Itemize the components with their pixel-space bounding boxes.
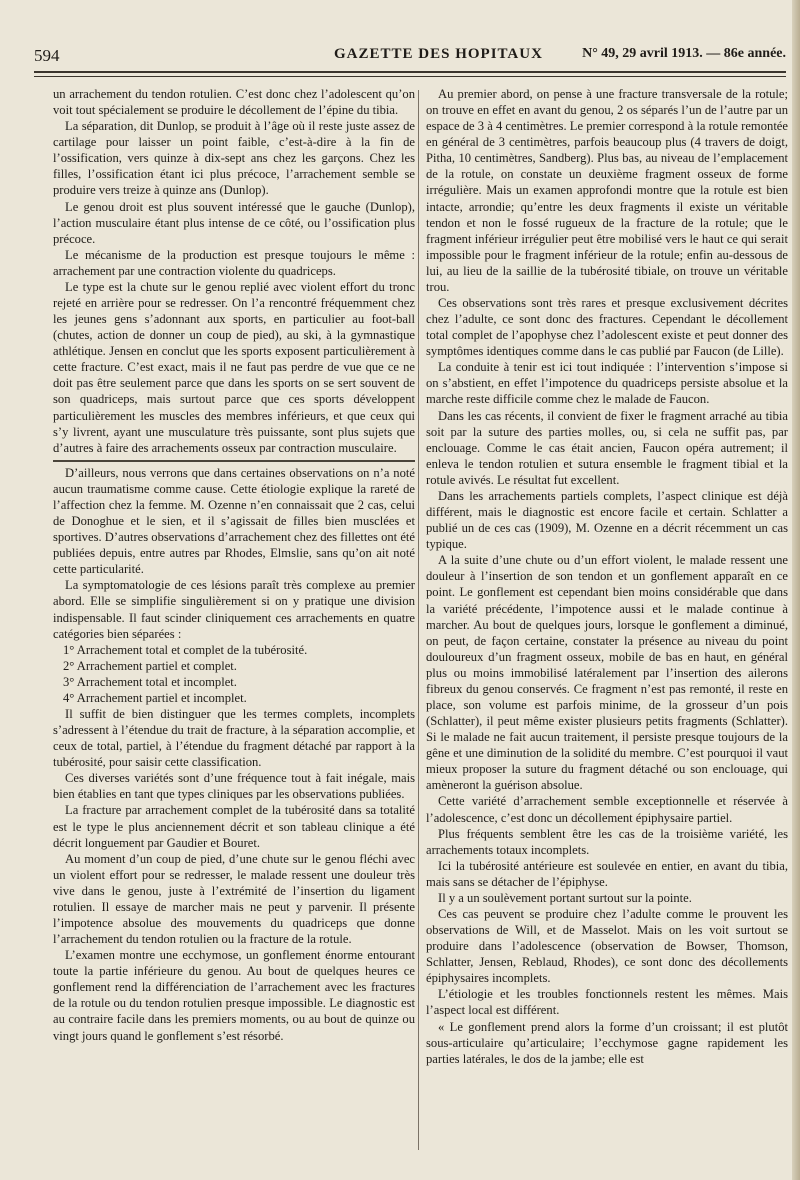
page-edge: [792, 0, 800, 1180]
paragraph: Le type est la chute sur le genou replié avec violent effort du tronc rejeté en arrière pour se redresser. On l’a rencontré fréquemment chez les jeunes gens s’adonnant aux sports, en particulier au foot-ball (chutes, action de donner un coup de pied), au ski, à la gymnastique athlétique. Jensen en conclut que les sports exposent particulièrement à cette fracture. C’est exact, mais il ne faut pas perdre de vue que ce ne doit pas être seulement parce que dans les sports on se sert souvent de son quadriceps, mais surtout parce que ces sports développent particulièrement les muscles des membres inférieurs, et que ceux qui s’y livrent, ayant une musculature très puissante, sont plus sujets que d’autres à faire des arrachements osseux par contraction musculaire.: [53, 279, 415, 455]
paragraph: Le genou droit est plus souvent intéressé que le gauche (Dunlop), l’action musculaire étant plus intense de ce côté, ou l’ossification plus précoce.: [53, 199, 415, 246]
paragraph: L’étiologie et les troubles fonctionnels restent les mêmes. Mais l’aspect local est différent.: [426, 987, 788, 1018]
list-item: 3° Arrachement total et incomplet.: [63, 674, 237, 689]
paragraph: Ces observations sont très rares et presque exclusivement décrites chez l’adulte, ce sont donc des fractures. Cependant le décollement total complet de l’apophyse chez l’adolescent existe et peut donner des symptômes identiques comme dans le cas publié par Faucon (de Lille).: [426, 296, 788, 359]
list-item: 4° Arrachement partiel et incomplet.: [63, 690, 247, 705]
header-rule: [34, 71, 786, 73]
paragraph: un arrachement du tendon rotulien. C’est donc chez l’adolescent qu’on voit tout spécialement se produire le décollement de l’épine du tibia.: [53, 87, 415, 118]
paragraph: Le mécanisme de la production est presque toujours le même : arrachement par une contraction violente du quadriceps.: [53, 247, 415, 278]
list-item: 2° Arrachement partiel et complet.: [63, 658, 237, 673]
header-rule-thin: [34, 76, 786, 77]
issue-info: N° 49, 29 avril 1913. — 86e année.: [582, 46, 786, 61]
paragraph: A la suite d’une chute ou d’un effort violent, le malade ressent une douleur à l’insertion de son tendon et un gonflement apparaît en ce point. Le gonflement est cependant bien moins considérable que dans la variété précédente, l’impotence aussi et le malade continue à marcher. Au bout de quelques jours, lorsque le gonflement a diminué, on peut, de façon certaine, constater la présence au niveau du point douloureux d’un fragment osseux, mobile de bas en haut, en général plus ou moins immobilisé latéralement par l’insertion des ailerons fibreux du genou conservés. Ce fragment n’est pas remonté, il reste en place, son volume est parfois minime, de la grosseur d’un pois (Schlatter), il peut même exister plusieurs petits fragments (Schlatter). Si le malade ne fait aucun traitement, il persiste presque toujours de la gêne et une diminution de la solidité du membre. C’est pourquoi il vaut mieux proposer la suture du fragment détaché ou son enclouage, qui amèneront la guérison absolue.: [426, 553, 788, 793]
paragraph: Il suffit de bien distinguer que les termes complets, incomplets s’adressent à l’étendue du trait de fracture, à la séparation accomplie, et ceux de total, partiel, à l’étendue du fragment détaché par rapport à la tubérosité, pour saisir cette classification.: [53, 706, 415, 770]
paragraph: La symptomatologie de ces lésions paraît très complexe au premier abord. Elle se simplifie singulièrement si on y pratique une division indispensable. Il faut scinder cliniquement ces arrachements en quatre catégories bien séparées :: [53, 578, 415, 641]
paragraph: La séparation, dit Dunlop, se produit à l’âge où il reste juste assez de cartilage pour laisser un point faible, c’est-à-dire à la fin de l’ossification, vers quinze à dix-sept ans chez les garçons. Chez les filles, l’ossification étant ici plus précoce, l’arrachement semble se produire vers treize à quinze ans (Dunlop).: [53, 119, 415, 198]
paragraph: Ici la tubérosité antérieure est soulevée en entier, en avant du tibia, mais sans se détacher de l’épiphyse.: [426, 858, 788, 889]
paragraph: Plus fréquents semblent être les cas de la troisième variété, les arrachements totaux incomplets.: [426, 826, 788, 857]
paragraph: La conduite à tenir est ici tout indiquée : l’intervention s’impose si on s’abstient, en effet l’impotence du quadriceps persiste absolue et la marche reste difficile comme chez le malade de Faucon.: [426, 360, 788, 407]
journal-title: GAZETTE DES HOPITAUX: [334, 46, 543, 62]
paragraph: Dans les arrachements partiels complets, l’aspect clinique est déjà différent, mais le diagnostic est encore facile et certain. Schlatter a publié un de ces cas (1909), M. Ozenne en a décrit récemment un cas typique.: [426, 488, 788, 552]
page-header: [34, 46, 786, 68]
list-item: 1° Arrachement total et complet de la tubérosité.: [63, 642, 308, 657]
paragraph: Ces diverses variétés sont d’une fréquence tout à fait inégale, mais bien établies en tant que types cliniques par les observations publiées.: [53, 771, 415, 802]
left-column: [53, 86, 415, 1044]
section-separator: [53, 460, 415, 462]
paragraph: Il y a un soulèvement portant surtout sur la pointe.: [438, 890, 692, 905]
paragraph: Ces cas peuvent se produire chez l’adulte comme le prouvent les observations de Will, et de Masselot. Mais on les voit surtout se produire dans l’adolescence (observation de Bowser, Thomson, Schlatter, Jensen, Reblaud, Rhodes), ce sont donc des décollements épiphysaires incomplets.: [426, 906, 788, 986]
page-number: 594: [34, 46, 60, 65]
paragraph: Dans les cas récents, il convient de fixer le fragment arraché au tibia soit par la suture des parties molles, ou, si cela ne suffit pas, par enclouage. Comme le cas était ancien, Faucon opéra autrement; il enleva le tendon rotulien et sutura ensemble le fragment tibial et la rotule avivés. Le résultat fut excellent.: [426, 408, 788, 487]
paragraph: Au moment d’un coup de pied, d’une chute sur le genou fléchi avec un violent effort pour se redresser, le malade ressent une douleur très vive dans le genou, juste à l’extrémité de l’insertion du ligament rotulien. Il essaye de marcher mais ne peut y parvenir. Il présente l’impotence absolue des mouvements du quadriceps que donne l’arrachement du tendon rotulien ou la fracture de la rotule.: [53, 851, 415, 947]
right-column: [426, 86, 788, 1067]
column-divider: [418, 90, 419, 1150]
paragraph: L’examen montre une ecchymose, un gonflement énorme entourant toute la partie inférieure du genou. Au bout de quelques heures ce gonflement rend la différenciation de l’arrachement avec les fractures de la rotule ou du tendon rotulien presque impossible. Le diagnostic est au contraire facile dans les premiers moments, ou au bout de quinze ou vingt jours quand le gonflement s’est résorbé.: [53, 948, 415, 1043]
paragraph: « Le gonflement prend alors la forme d’un croissant; il est plutôt sous-articulaire qu’articulaire; l’ecchymose gagne rapidement les parties latérales, le dos de la jambe; elle est: [426, 1019, 788, 1066]
paragraph: D’ailleurs, nous verrons que dans certaines observations on n’a noté aucun traumatisme comme cause. Cette étiologie explique la rareté de l’affection chez la femme. M. Ozenne n’en connaissait que 2 cas, celui de Donoghue et le sien, et il s’agissait de filles bien musclées et sportives. D’autres observations d’arrachement chez des fillettes ont été publiées depuis, entre autres par Rhodes, Elmslie, sans qu’on ait noté cette particularité.: [53, 465, 415, 577]
paragraph: Au premier abord, on pense à une fracture transversale de la rotule; on trouve en effet en avant du genou, 2 os séparés l’un de l’autre par un espace de 3 à 4 centimètres. Le premier correspond à la rotule remontée en général de 3 centimètres, parfois beaucoup plus (4 travers de doigt, Pitha, 10 centimètres, Sandberg). Plus bas, au niveau de l’emplacement de la rotule, on constate un deuxième fragment osseux de forme irrégulière. Mais un examen approfondi montre que la rotule est bien intacte, arrondie; qu’entre les deux fragments il existe un véritable tendon et non le fossé rugueux de la fracture de la rotule; que le fragment inférieur irrégulier peut être mobilisé vers le haut ce qui serait impossible pour le fragment inférieur de la rotule; enfin au-dessous de lui, au lieu de la saillie de la tubérosité tibiale, on trouve un véritable trou.: [426, 87, 788, 294]
paragraph: La fracture par arrachement complet de la tubérosité dans sa totalité est le type le plus anciennement décrit et son tableau clinique a été décrit longuement par Gaudier et Bouret.: [53, 803, 415, 850]
paragraph: Cette variété d’arrachement semble exceptionnelle et réservée à l’adolescence, c’est donc un décollement épiphysaire partiel.: [426, 794, 788, 825]
